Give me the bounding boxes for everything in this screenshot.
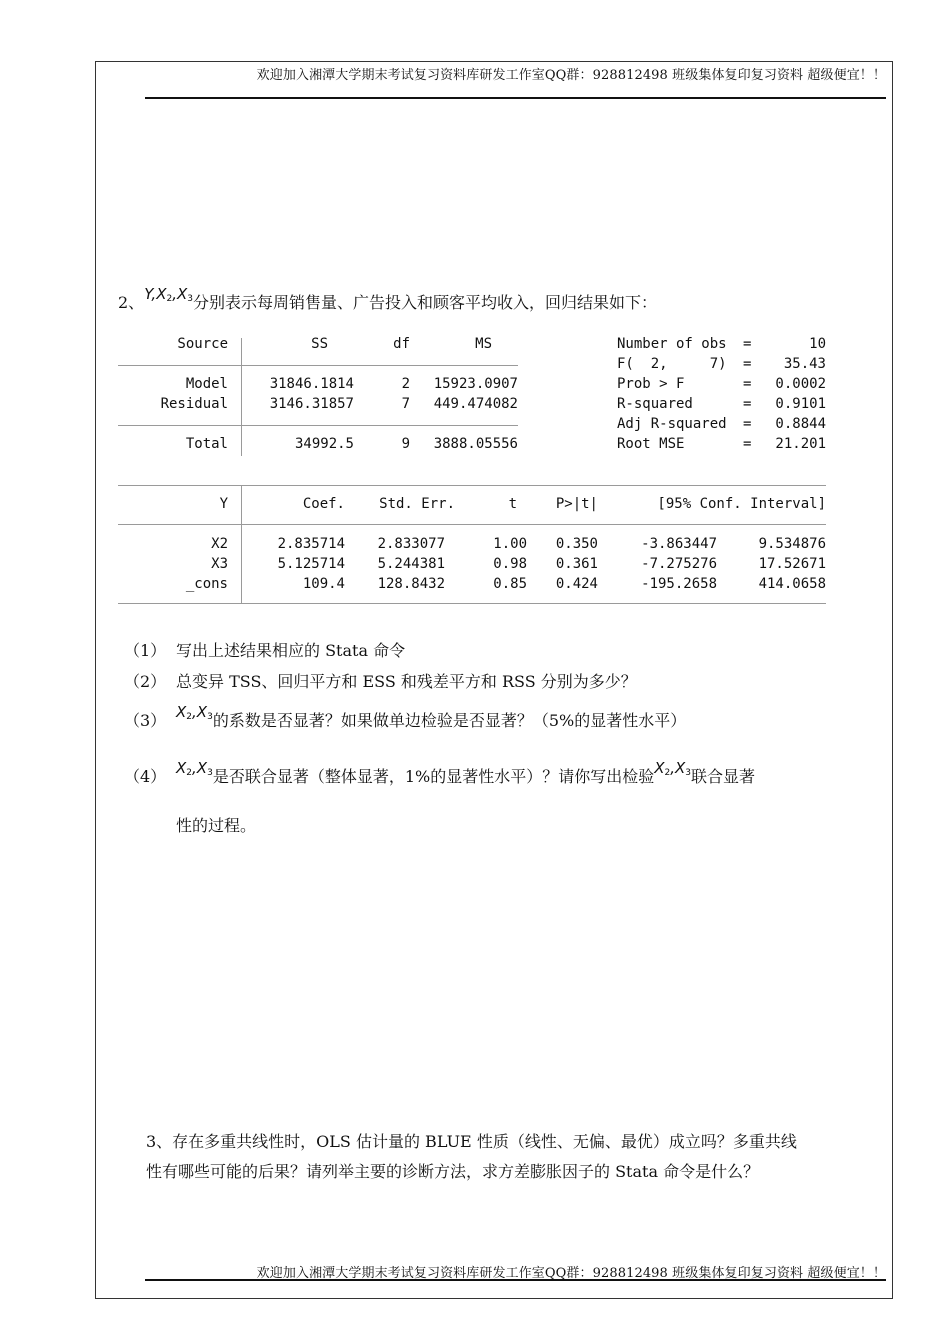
coef-divider: [241, 486, 242, 603]
anova-total-source: Total: [185, 436, 228, 452]
stat-eq: =: [743, 436, 752, 452]
anova-row-ss: 31846.1814: [269, 376, 354, 392]
coef-row-se: 2.833077: [377, 536, 445, 552]
anova-total-df: 9: [401, 436, 410, 452]
stat-label: Adj R-squared: [617, 416, 727, 432]
coef-header-t: t: [508, 496, 517, 512]
coef-row-t: 0.85: [493, 576, 527, 592]
coef-row-coef: 2.835714: [277, 536, 345, 552]
coef-header-coef: Coef.: [302, 496, 345, 512]
question-2-number: 2、: [118, 293, 145, 312]
subquestion-3: （3） $X_2,X_3$的系数是否显著？如果做单边检验是否显著？（5%的显著性水平）: [124, 703, 687, 730]
stat-eq: =: [743, 356, 752, 372]
anova-row-ss: 3146.31857: [269, 396, 354, 412]
coef-rule: [118, 524, 826, 525]
coef-row-p: 0.350: [555, 536, 598, 552]
footer-rule: [145, 1279, 886, 1281]
x2-x3-formula: $X_2,X_3$: [176, 759, 213, 778]
coef-row-hi: 17.52671: [758, 556, 826, 572]
stat-label: Prob > F: [617, 376, 685, 392]
stat-eq: =: [743, 336, 752, 352]
coef-row-t: 1.00: [493, 536, 527, 552]
stat-label: Number of obs: [617, 336, 727, 352]
anova-row-ms: 15923.0907: [433, 376, 518, 392]
subquestion-4-line2: 性的过程。: [176, 816, 257, 835]
coef-rule: [118, 485, 826, 486]
coef-row-var: X2: [211, 536, 228, 552]
x2-x3-formula: $X_2,X_3$: [654, 759, 692, 778]
anova-total-ms: 3888.05556: [433, 436, 518, 452]
header-rule: [145, 97, 886, 99]
x2-x3-formula: $X_2,X_3$: [176, 703, 213, 722]
anova-row-source: Residual: [160, 396, 228, 412]
anova-row-ms: 449.474082: [433, 396, 518, 412]
stat-eq: =: [743, 376, 752, 392]
coef-row-var: _cons: [185, 576, 228, 592]
stat-label: Root MSE: [617, 436, 685, 452]
coef-row-var: X3: [211, 556, 228, 572]
anova-header-ms: MS: [475, 336, 492, 352]
stat-value: 0.0002: [775, 376, 826, 392]
page-header: 欢迎加入湘潭大学期末考试复习资料库研发工作室QQ群：928812498 班级集体复印复习资料 超级便宜！！: [256, 68, 886, 83]
coef-row-se: 5.244381: [377, 556, 445, 572]
coef-header-p: P>|t|: [555, 496, 598, 512]
coef-row-hi: 9.534876: [758, 536, 826, 552]
coef-row-coef: 109.4: [302, 576, 345, 592]
stat-eq: =: [743, 416, 752, 432]
anova-divider: [241, 338, 242, 456]
coef-row-t: 0.98: [493, 556, 527, 572]
coef-row-lo: -7.275276: [641, 556, 717, 572]
variables-formula: $Y,X_2,X_3$: [144, 285, 194, 304]
question-2-stem: [118, 285, 658, 313]
stat-eq: =: [743, 396, 752, 412]
stat-value: 0.9101: [775, 396, 826, 412]
question-3-line1: 3、存在多重共线性时，OLS 估计量的 BLUE 性质（线性、无偏、最优）成立吗？多重共线: [146, 1132, 797, 1151]
coef-row-p: 0.361: [555, 556, 598, 572]
question-3-line2: 性有哪些可能的后果？请列举主要的诊断方法，求方差膨胀因子的 Stata 命令是什么？: [146, 1162, 760, 1181]
stat-value: 0.8844: [775, 416, 826, 432]
anova-header-source: Source: [177, 336, 228, 352]
subquestion-4: （4） $X_2,X_3$是否联合显著（整体显著，1%的显著性水平）？请你写出检验$X_2,X_3$联合显著: [124, 759, 756, 786]
anova-header-ss: SS: [311, 336, 328, 352]
page-footer: 欢迎加入湘潭大学期末考试复习资料库研发工作室QQ群：928812498 班级集体复印复习资料 超级便宜！！: [256, 1266, 886, 1281]
stat-value: 21.201: [775, 436, 826, 452]
coef-rule: [118, 603, 826, 604]
anova-row-df: 7: [401, 396, 410, 412]
stat-value: 10: [809, 336, 826, 352]
subquestion-2: （2） 总变异 TSS、回归平方和 ESS 和残差平方和 RSS 分别为多少？: [124, 672, 637, 691]
coef-row-se: 128.8432: [377, 576, 445, 592]
anova-row-source: Model: [185, 376, 228, 392]
stat-value: 35.43: [783, 356, 826, 372]
coef-header-var: Y: [219, 496, 228, 512]
stat-label: F( 2, 7): [617, 356, 727, 372]
question-2-text: 分别表示每周销售量、广告投入和顾客平均收入，回归结果如下：: [193, 293, 658, 312]
subquestion-1: （1） 写出上述结果相应的 Stata 命令: [124, 641, 406, 660]
anova-total-ss: 34992.5: [294, 436, 354, 452]
coef-row-hi: 414.0658: [758, 576, 826, 592]
stat-label: R-squared: [617, 396, 693, 412]
coef-row-coef: 5.125714: [277, 556, 345, 572]
anova-rule: [118, 365, 518, 366]
anova-header-df: df: [393, 336, 410, 352]
coef-row-lo: -195.2658: [641, 576, 717, 592]
coef-header-se: Std. Err.: [379, 496, 455, 512]
anova-rule: [118, 425, 518, 426]
anova-row-df: 2: [401, 376, 410, 392]
coef-row-lo: -3.863447: [641, 536, 717, 552]
coef-row-p: 0.424: [555, 576, 598, 592]
coef-header-ci: [95% Conf. Interval]: [657, 496, 826, 512]
